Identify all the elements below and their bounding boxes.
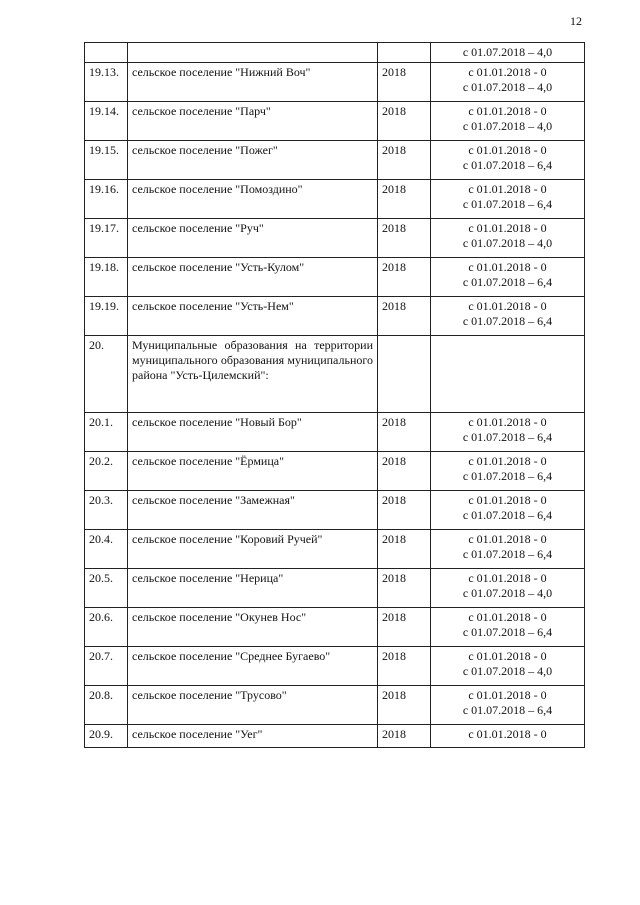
rate-cell xyxy=(431,413,585,452)
row-number: 20.7. xyxy=(85,647,128,686)
rate-line: с 01.01.2018 - 0 xyxy=(468,221,547,235)
rate-cell xyxy=(431,336,585,413)
year-cell: 2018 xyxy=(378,491,431,530)
row-number: 20. xyxy=(85,336,128,413)
table-row xyxy=(85,569,585,608)
settlement-name: сельское поселение "Трусово" xyxy=(128,686,378,725)
table-row xyxy=(85,452,585,491)
settlement-name: сельское поселение "Руч" xyxy=(128,219,378,258)
rate-line: с 01.07.2018 – 6,4 xyxy=(462,508,553,522)
row-number: 19.15. xyxy=(85,141,128,180)
rate-line: с 01.07.2018 – 4,0 xyxy=(462,119,553,133)
settlement-name: сельское поселение "Нижний Воч" xyxy=(128,63,378,102)
rate-line: с 01.07.2018 – 6,4 xyxy=(462,197,553,211)
rate-cell xyxy=(431,180,585,219)
year-cell: 2018 xyxy=(378,102,431,141)
rate-cell xyxy=(431,491,585,530)
year-cell xyxy=(378,43,431,63)
row-number: 20.8. xyxy=(85,686,128,725)
year-cell: 2018 xyxy=(378,180,431,219)
rate-cell xyxy=(431,102,585,141)
table-row xyxy=(85,43,585,63)
rate-line: с 01.07.2018 – 4,0 xyxy=(462,236,553,250)
settlement-name: сельское поселение "Помоздино" xyxy=(128,180,378,219)
row-number: 19.19. xyxy=(85,297,128,336)
rate-line: с 01.01.2018 - 0 xyxy=(468,454,547,468)
rate-line: с 01.07.2018 – 4,0 xyxy=(462,664,553,678)
table-row xyxy=(85,608,585,647)
year-cell: 2018 xyxy=(378,608,431,647)
table-row xyxy=(85,413,585,452)
table-row xyxy=(85,491,585,530)
settlement-name: сельское поселение "Коровий Ручей" xyxy=(128,530,378,569)
rate-line: с 01.07.2018 – 6,4 xyxy=(462,275,553,289)
year-cell: 2018 xyxy=(378,686,431,725)
rate-line: с 01.01.2018 - 0 xyxy=(468,688,547,702)
rate-cell xyxy=(431,219,585,258)
rate-line: с 01.07.2018 – 4,0 xyxy=(462,45,553,59)
year-cell: 2018 xyxy=(378,219,431,258)
row-number: 19.16. xyxy=(85,180,128,219)
rate-line: с 01.07.2018 – 6,4 xyxy=(462,430,553,444)
rate-line: с 01.01.2018 - 0 xyxy=(468,571,547,585)
row-number: 20.6. xyxy=(85,608,128,647)
settlement-name xyxy=(128,43,378,63)
table-row xyxy=(85,647,585,686)
row-number: 20.5. xyxy=(85,569,128,608)
settlement-name: сельское поселение "Замежная" xyxy=(128,491,378,530)
group-heading: Муниципальные образования на территории муниципального образования муниципального района "Усть-Цилемский": xyxy=(128,336,378,413)
table-row xyxy=(85,530,585,569)
table-row xyxy=(85,686,585,725)
rate-cell xyxy=(431,608,585,647)
rate-cell xyxy=(431,297,585,336)
year-cell: 2018 xyxy=(378,63,431,102)
rate-line: с 01.01.2018 - 0 xyxy=(468,532,547,546)
settlement-name: сельское поселение "Ёрмица" xyxy=(128,452,378,491)
row-number: 19.17. xyxy=(85,219,128,258)
rate-line: с 01.07.2018 – 6,4 xyxy=(462,625,553,639)
rate-line: с 01.07.2018 – 6,4 xyxy=(462,314,553,328)
page-number: 12 xyxy=(570,14,582,28)
rate-line: с 01.01.2018 - 0 xyxy=(468,727,547,741)
rate-line: с 01.01.2018 - 0 xyxy=(468,65,547,79)
rate-cell xyxy=(431,63,585,102)
rate-line: с 01.01.2018 - 0 xyxy=(468,493,547,507)
year-cell: 2018 xyxy=(378,452,431,491)
rate-cell xyxy=(431,141,585,180)
year-cell: 2018 xyxy=(378,297,431,336)
rate-cell xyxy=(431,686,585,725)
settlement-name: сельское поселение "Новый Бор" xyxy=(128,413,378,452)
table-row xyxy=(85,297,585,336)
row-number: 20.9. xyxy=(85,725,128,748)
row-number: 19.18. xyxy=(85,258,128,297)
rate-line: с 01.01.2018 - 0 xyxy=(468,260,547,274)
rate-line: с 01.01.2018 - 0 xyxy=(468,143,547,157)
rate-line: с 01.07.2018 – 6,4 xyxy=(462,547,553,561)
rate-line: с 01.01.2018 - 0 xyxy=(468,182,547,196)
rate-line: с 01.01.2018 - 0 xyxy=(468,610,547,624)
rate-line: с 01.01.2018 - 0 xyxy=(468,299,547,313)
row-number xyxy=(85,43,128,63)
rate-line: с 01.07.2018 – 4,0 xyxy=(462,586,553,600)
settlement-name: сельское поселение "Пожег" xyxy=(128,141,378,180)
year-cell: 2018 xyxy=(378,258,431,297)
rate-line: с 01.07.2018 – 4,0 xyxy=(462,80,553,94)
row-number: 20.4. xyxy=(85,530,128,569)
rate-line: с 01.07.2018 – 6,4 xyxy=(462,469,553,483)
table-body xyxy=(85,43,585,748)
settlement-name: сельское поселение "Среднее Бугаево" xyxy=(128,647,378,686)
year-cell xyxy=(378,336,431,413)
row-number: 19.13. xyxy=(85,63,128,102)
table-row xyxy=(85,180,585,219)
table-row xyxy=(85,725,585,748)
settlement-name: сельское поселение "Окунев Нос" xyxy=(128,608,378,647)
settlement-name: сельское поселение "Нерица" xyxy=(128,569,378,608)
settlement-name: сельское поселение "Парч" xyxy=(128,102,378,141)
row-number: 20.2. xyxy=(85,452,128,491)
year-cell: 2018 xyxy=(378,413,431,452)
rate-line: с 01.07.2018 – 6,4 xyxy=(462,703,553,717)
rate-cell xyxy=(431,43,585,63)
rate-cell xyxy=(431,725,585,748)
year-cell: 2018 xyxy=(378,530,431,569)
rate-line: с 01.01.2018 - 0 xyxy=(468,649,547,663)
table-row xyxy=(85,219,585,258)
table-row xyxy=(85,141,585,180)
rate-cell xyxy=(431,258,585,297)
settlement-name: сельское поселение "Уег" xyxy=(128,725,378,748)
year-cell: 2018 xyxy=(378,647,431,686)
rate-line: с 01.01.2018 - 0 xyxy=(468,104,547,118)
row-number: 19.14. xyxy=(85,102,128,141)
table-row xyxy=(85,102,585,141)
year-cell: 2018 xyxy=(378,141,431,180)
rate-cell xyxy=(431,530,585,569)
rate-cell xyxy=(431,647,585,686)
settlement-name: сельское поселение "Усть-Кулом" xyxy=(128,258,378,297)
year-cell: 2018 xyxy=(378,569,431,608)
rate-line: с 01.07.2018 – 6,4 xyxy=(462,158,553,172)
table-row xyxy=(85,258,585,297)
rate-line: с 01.01.2018 - 0 xyxy=(468,415,547,429)
table-row xyxy=(85,63,585,102)
tax-rate-table xyxy=(84,42,585,748)
settlement-name: сельское поселение "Усть-Нем" xyxy=(128,297,378,336)
year-cell: 2018 xyxy=(378,725,431,748)
rate-cell xyxy=(431,569,585,608)
rate-cell xyxy=(431,452,585,491)
table-row xyxy=(85,336,585,413)
row-number: 20.3. xyxy=(85,491,128,530)
row-number: 20.1. xyxy=(85,413,128,452)
